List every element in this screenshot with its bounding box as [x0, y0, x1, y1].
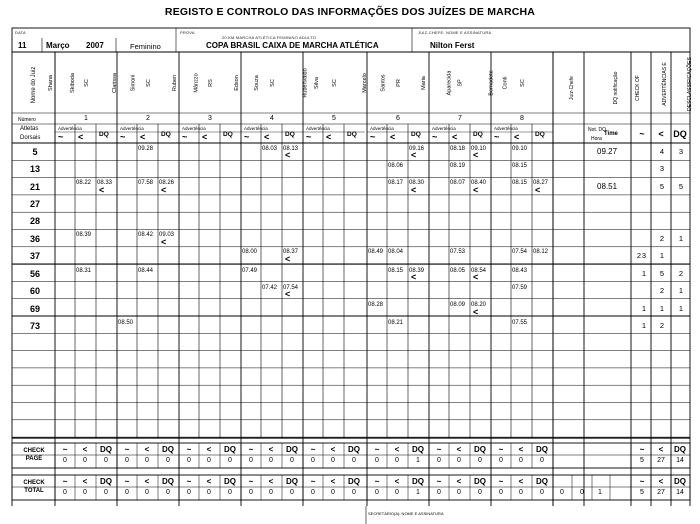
- warning-time: 08.50: [118, 319, 134, 326]
- check-total-bent-val: 0: [519, 489, 523, 496]
- check-total-bent-sym: <: [206, 477, 212, 486]
- warning-time: 08.15: [512, 162, 528, 169]
- check-total-tilde-val: 0: [63, 489, 67, 496]
- check-total-dq-val: 0: [104, 489, 108, 496]
- tilde-header: ~: [244, 132, 250, 142]
- warning-time: 08.43: [512, 267, 528, 274]
- tilde-count: 1: [641, 269, 647, 279]
- judge-last-name: Mânzzo: [193, 73, 200, 93]
- warning-time: 08.20: [471, 302, 487, 309]
- judge-last-name: Santos: [380, 74, 387, 92]
- check-total-dq-sym: DQ: [100, 477, 112, 486]
- check-total-dq-sym: DQ: [474, 477, 486, 486]
- dq-count: 5: [678, 181, 684, 191]
- check-page-right-dq-val: 14: [676, 457, 684, 464]
- check-page-dq-val: 0: [478, 457, 482, 464]
- warning-time: 08.49: [368, 249, 384, 256]
- athlete-dorsal: 21: [29, 181, 40, 192]
- check-total-tilde-sym: ~: [436, 477, 442, 486]
- warning-time: 08.06: [388, 162, 404, 169]
- check-total-dq-val: 0: [166, 489, 170, 496]
- check-total-tilde-val: 0: [125, 489, 129, 496]
- check-page-tilde-sym: ~: [186, 445, 192, 454]
- warning-time: 08.15: [512, 180, 528, 187]
- tilde-count: 3: [641, 250, 647, 260]
- check-page-bent-sym: <: [268, 445, 274, 454]
- athlete-dorsal: 56: [29, 269, 40, 280]
- check-page-bent-sym: <: [82, 445, 88, 454]
- check-total-tilde-sym: ~: [310, 477, 316, 486]
- check-page-dq-val: 0: [540, 457, 544, 464]
- check-total-tilde-val: 0: [249, 489, 253, 496]
- warning-label: Advertência: [306, 125, 330, 131]
- check-total-dq-val: 0: [478, 489, 482, 496]
- check-page-tilde-val: 0: [311, 457, 315, 464]
- warning-time: 08.19: [450, 162, 466, 169]
- check-page-bent-sym: <: [206, 445, 212, 454]
- athletes-label: Atletas: [20, 126, 39, 132]
- gender-value: Feminino: [130, 42, 161, 51]
- warning-time: 08.00: [242, 249, 258, 256]
- warning-time: 07.55: [512, 319, 528, 326]
- check-page-tilde-sym: ~: [436, 445, 442, 454]
- disqualifications-label: DESCLASSIFICAÇÕES: [687, 57, 693, 111]
- warning-time: 08.09: [450, 302, 466, 309]
- check-total-dq-val: 0: [290, 489, 294, 496]
- warning-time: 08.31: [76, 267, 92, 274]
- bent-count: 1: [659, 250, 665, 260]
- check-page-dq-sym: DQ: [348, 445, 360, 454]
- bent-count: 1: [659, 303, 665, 313]
- judge-first-name: Rubenvaldo: [302, 68, 309, 98]
- check-total-dq-sym: DQ: [348, 477, 360, 486]
- warning-time: 09.28: [138, 145, 154, 152]
- chief-judge-label: JUIZ-CHEFE: NOME E ASSINATURA: [418, 30, 492, 35]
- check-total-dq-val: 0: [228, 489, 232, 496]
- check-page-dq-val: 0: [104, 457, 108, 464]
- warning-time: 07.59: [512, 284, 528, 291]
- race-name: COPA BRASIL CAIXA DE MARCHA ATLÉTICA: [206, 41, 379, 50]
- check-total-bent-val: 0: [83, 489, 87, 496]
- check-total-tilde-sym: ~: [248, 477, 254, 486]
- warnings-label: ADVERTÊNCIAS E: [662, 62, 668, 106]
- judge-first-name: Ruben: [172, 74, 179, 92]
- bent-mark: <: [411, 150, 417, 160]
- warning-time: 08.42: [138, 232, 154, 238]
- judge-last-name: Silva: [313, 77, 320, 89]
- bent-mark: <: [473, 150, 479, 160]
- check-page-bent-val: 0: [519, 457, 523, 464]
- dq-notification-label: DQ notificação: [613, 71, 619, 105]
- tilde-header: ~: [58, 132, 64, 142]
- athlete-dorsal: 13: [29, 164, 40, 175]
- check-page-dq-val: 0: [166, 457, 170, 464]
- dq-notification-time: 09.27: [597, 147, 618, 156]
- bent-mark: <: [285, 289, 291, 300]
- dq-header: DQ: [535, 131, 545, 138]
- race-label: PROVA: [180, 30, 195, 35]
- warning-time: 08.54: [471, 267, 487, 274]
- check-page-right-bent-sym: <: [658, 445, 664, 454]
- check-page-bent-sym: <: [456, 445, 462, 454]
- dq-header: DQ: [473, 131, 483, 138]
- athlete-dorsal: 60: [29, 286, 40, 297]
- warning-time: 07.54: [283, 284, 299, 291]
- secretary-signature-label: SECRETÁRIO(A): NOME E ASSINATURA: [368, 511, 444, 516]
- check-total-bent-sym: <: [330, 477, 336, 486]
- check-total-tilde-val: 0: [499, 489, 503, 496]
- judge-country: SC: [83, 79, 90, 87]
- check-page-right-tilde-val: 5: [640, 457, 644, 464]
- check-page-bent-val: 0: [457, 457, 461, 464]
- check-total-tilde-sym: ~: [186, 477, 192, 486]
- bent-header-right: <: [658, 129, 664, 139]
- warning-time: 08.39: [409, 267, 425, 274]
- bent-count: 2: [659, 286, 665, 296]
- check-total-tilde-sym: ~: [62, 477, 68, 486]
- race-subtitle: 20 KM MARCHA ATLÉTICA FEMININO ADULTO: [222, 35, 317, 40]
- athlete-dorsal: 37: [29, 250, 40, 261]
- check-page-bent-val: 0: [331, 457, 335, 464]
- check-total-tilde-val: 0: [437, 489, 441, 496]
- check-total-tilde-val: 0: [311, 489, 315, 496]
- bent-mark: <: [285, 253, 291, 264]
- check-page-bent-val: 0: [395, 457, 399, 464]
- check-page-tilde-val: 0: [499, 457, 503, 464]
- check-total-right-tilde-val: 5: [640, 489, 644, 496]
- check-total-dq-val: 1: [416, 489, 420, 496]
- judge-last-name: Conti: [502, 76, 509, 90]
- bent-mark: <: [99, 184, 105, 195]
- tilde-header: ~: [120, 132, 126, 142]
- check-page-bent-val: 0: [207, 457, 211, 464]
- check-page-dq-val: 0: [290, 457, 294, 464]
- dq-count: 1: [678, 286, 684, 296]
- check-page-bent-sym: <: [330, 445, 336, 454]
- bent-header: <: [514, 132, 520, 142]
- check-total-tilde-val: 0: [187, 489, 191, 496]
- check-page-tilde-sym: ~: [62, 445, 68, 454]
- check-total-right-bent-sym: <: [658, 477, 664, 486]
- judge-name-label: Nome do Juiz: [31, 66, 37, 104]
- check-page-label: CHECK PAGE: [23, 448, 45, 462]
- warning-label: Advertência: [120, 125, 144, 131]
- check-page-dq-sym: DQ: [286, 445, 298, 454]
- check-of-label: CHECK OF: [635, 75, 641, 101]
- judge-last-name: Aparecida: [446, 70, 453, 96]
- dq-count: 2: [678, 269, 684, 279]
- judge-number: 3: [208, 115, 212, 122]
- bent-mark: <: [285, 150, 291, 160]
- judge-first-name: Shana: [47, 75, 54, 91]
- judge-country: PR: [395, 79, 402, 87]
- warning-time: 09.16: [409, 145, 425, 152]
- time-label: Time: [604, 131, 618, 137]
- check-total-dq-val: 0: [352, 489, 356, 496]
- warning-label: Advertência: [182, 125, 206, 131]
- warning-time: 08.44: [138, 267, 154, 274]
- hora-label: Hora: [591, 136, 602, 142]
- check-total-extra-val: 0: [560, 489, 564, 496]
- check-total-bent-sym: <: [144, 477, 150, 486]
- check-page-bent-sym: <: [144, 445, 150, 454]
- warning-time: 08.18: [450, 145, 466, 152]
- judge-number: 6: [396, 115, 400, 122]
- warning-time: 07.58: [138, 180, 154, 187]
- warning-time: 07.53: [450, 249, 466, 256]
- check-total-dq-sym: DQ: [224, 477, 236, 486]
- check-page-dq-sym: DQ: [100, 445, 112, 454]
- judge-last-name: Souza: [253, 75, 260, 91]
- warning-time: 08.28: [368, 302, 384, 309]
- check-total-dq-val: 0: [540, 489, 544, 496]
- dq-count: 1: [678, 303, 684, 313]
- bent-mark: <: [473, 306, 479, 317]
- check-total-dq-sym: DQ: [412, 477, 424, 486]
- check-page-dq-val: 0: [228, 457, 232, 464]
- warning-time: 07.49: [242, 267, 258, 274]
- warning-time: 07.54: [512, 249, 528, 256]
- dq-count: 1: [678, 233, 684, 243]
- check-page-tilde-sym: ~: [498, 445, 504, 454]
- judge-country: SC: [519, 79, 526, 87]
- tilde-header: ~: [370, 132, 376, 142]
- tilde-header-right: ~: [639, 129, 645, 139]
- check-total-tilde-sym: ~: [124, 477, 130, 486]
- judge-first-name: Bernadete: [488, 70, 495, 96]
- judge-last-name: Simoni: [130, 74, 137, 92]
- warning-time: 08.03: [262, 145, 278, 152]
- tilde-header: ~: [494, 132, 500, 142]
- bent-mark: <: [473, 272, 479, 283]
- athlete-dorsal: 69: [29, 303, 40, 314]
- athlete-dorsal: 27: [29, 198, 40, 209]
- check-page-tilde-sym: ~: [310, 445, 316, 454]
- warning-time: 08.30: [409, 180, 425, 187]
- check-page-dq-sym: DQ: [474, 445, 486, 454]
- warning-time: 08.27: [533, 180, 549, 187]
- tilde-count: 1: [641, 321, 647, 330]
- check-page-tilde-val: 0: [249, 457, 253, 464]
- warning-time: 08.21: [388, 319, 404, 326]
- bent-count: 5: [659, 269, 665, 279]
- check-page-tilde-val: 0: [63, 457, 67, 464]
- warning-time: 08.07: [450, 180, 466, 187]
- chief-judge-col-label: Juiz-Chefe: [569, 76, 575, 100]
- check-page-dq-sym: DQ: [412, 445, 424, 454]
- check-total-right-dq-sym: DQ: [674, 477, 686, 486]
- warning-label: Advertência: [58, 125, 82, 131]
- dq-notification-time: 08.51: [597, 181, 618, 191]
- judge-country: SC: [145, 79, 152, 87]
- check-total-extra-val: 0: [580, 489, 584, 496]
- dq-header-right: DQ: [673, 129, 687, 139]
- check-total-bent-val: 0: [207, 489, 211, 496]
- bent-count: 4: [659, 147, 665, 156]
- check-page-right-tilde-sym: ~: [639, 445, 645, 454]
- judge-number: 1: [84, 115, 88, 122]
- tilde-header: ~: [432, 132, 438, 142]
- judge-first-name: Edson: [233, 75, 240, 91]
- check-page-tilde-sym: ~: [374, 445, 380, 454]
- check-total-right-bent-val: 27: [657, 489, 665, 496]
- check-page-bent-val: 0: [145, 457, 149, 464]
- check-page-tilde-val: 0: [437, 457, 441, 464]
- judge-country: SC: [269, 79, 276, 87]
- athlete-dorsal: 73: [29, 321, 40, 331]
- warning-time: 08.37: [283, 249, 299, 256]
- check-page-tilde-val: 0: [187, 457, 191, 464]
- check-total-bent-val: 0: [457, 489, 461, 496]
- bent-mark: <: [161, 236, 167, 247]
- judge-first-name: Maria: [420, 76, 427, 90]
- judge-country: SC: [331, 79, 338, 87]
- check-page-bent-sym: <: [518, 445, 524, 454]
- date-year: 2007: [86, 41, 104, 50]
- check-page-dq-val: 0: [352, 457, 356, 464]
- dq-header: DQ: [411, 131, 421, 138]
- judge-number: 5: [332, 115, 336, 122]
- athlete-dorsal: 36: [29, 233, 40, 244]
- check-page-tilde-sym: ~: [248, 445, 254, 454]
- bent-mark: <: [473, 184, 479, 195]
- check-page-right-dq-sym: DQ: [674, 445, 686, 454]
- dorsals-label: Dorsais: [20, 135, 41, 141]
- tilde-header: ~: [182, 132, 188, 142]
- bent-header: <: [326, 132, 332, 142]
- warning-time: 09.10: [512, 145, 528, 152]
- check-total-right-tilde-sym: ~: [639, 477, 645, 486]
- bent-header: <: [390, 132, 396, 142]
- judge-first-name: Clarissa: [111, 73, 118, 93]
- check-total-bent-sym: <: [268, 477, 274, 486]
- warning-label: Advertência: [244, 125, 268, 131]
- check-total-tilde-sym: ~: [374, 477, 380, 486]
- check-total-right-dq-val: 14: [676, 489, 684, 496]
- bent-header: <: [202, 132, 208, 142]
- dq-header: DQ: [285, 131, 295, 138]
- check-total-extra-val: 1: [598, 489, 602, 496]
- check-page-bent-val: 0: [269, 457, 273, 464]
- judge-first-name: Marcelo: [361, 73, 368, 93]
- check-page-dq-val: 1: [416, 457, 420, 464]
- date-day: 11: [18, 41, 27, 50]
- dq-header: DQ: [347, 131, 357, 138]
- form-title: REGISTO E CONTROLO DAS INFORMAÇÕES DOS JUÍZES DE MARCHA: [164, 6, 536, 18]
- warning-label: Advertência: [370, 125, 394, 131]
- number-label: Número: [18, 117, 36, 123]
- judge-country: SP: [457, 79, 464, 87]
- dq-header: DQ: [223, 131, 233, 138]
- warning-time: 08.04: [388, 249, 404, 256]
- warning-time: 08.15: [388, 267, 404, 274]
- check-page-bent-sym: <: [394, 445, 400, 454]
- judge-number: 8: [520, 115, 524, 122]
- warning-label: Advertência: [494, 125, 518, 131]
- check-page-tilde-val: 0: [125, 457, 129, 464]
- check-page-tilde-val: 0: [375, 457, 379, 464]
- check-total-bent-sym: <: [82, 477, 88, 486]
- bent-count: 5: [659, 181, 665, 191]
- check-total-bent-sym: <: [394, 477, 400, 486]
- tilde-count: 1: [641, 303, 647, 313]
- warning-time: 07.42: [262, 284, 278, 291]
- judge-last-name: Skiboda: [69, 73, 76, 93]
- warning-time: 08.12: [533, 249, 549, 256]
- judge-country: RS: [207, 79, 214, 87]
- bent-header: <: [140, 132, 146, 142]
- check-page-dq-sym: DQ: [224, 445, 236, 454]
- date-month: Março: [46, 41, 70, 50]
- warning-time: 09.03: [159, 232, 175, 238]
- check-total-tilde-val: 0: [375, 489, 379, 496]
- judge-number: 7: [458, 115, 462, 122]
- bent-mark: <: [411, 184, 417, 195]
- chief-judge-name: Nilton Ferst: [430, 41, 475, 50]
- check-total-label: CHECK TOTAL: [23, 480, 45, 494]
- dq-count: 3: [678, 147, 684, 156]
- check-total-dq-sym: DQ: [162, 477, 174, 486]
- bent-header: <: [264, 132, 270, 142]
- warning-time: 08.40: [471, 180, 487, 187]
- warning-time: 08.33: [97, 180, 113, 187]
- judge-number: 4: [270, 115, 274, 122]
- bent-count: 3: [659, 164, 665, 174]
- warning-time: 08.22: [76, 180, 92, 187]
- check-page-right-bent-val: 27: [657, 457, 665, 464]
- check-total-bent-val: 0: [331, 489, 335, 496]
- bent-header: <: [78, 132, 84, 142]
- dq-header: DQ: [99, 131, 109, 138]
- warning-label: Advertência: [432, 125, 456, 131]
- check-count: 2: [636, 250, 642, 260]
- check-total-bent-val: 0: [145, 489, 149, 496]
- bent-count: 2: [659, 233, 665, 243]
- bent-mark: <: [535, 184, 541, 195]
- check-total-tilde-sym: ~: [498, 477, 504, 486]
- warning-time: 09.10: [471, 145, 487, 152]
- warning-time: 08.13: [283, 145, 299, 152]
- warning-time: 08.17: [388, 180, 404, 187]
- check-total-bent-sym: <: [518, 477, 524, 486]
- check-page-bent-val: 0: [83, 457, 87, 464]
- warning-time: 08.39: [76, 232, 92, 238]
- check-page-dq-sym: DQ: [162, 445, 174, 454]
- check-page-tilde-sym: ~: [124, 445, 130, 454]
- tilde-header: ~: [306, 132, 312, 142]
- check-page-dq-sym: DQ: [536, 445, 548, 454]
- dq-header: DQ: [161, 131, 171, 138]
- athlete-dorsal: 28: [29, 216, 40, 227]
- warning-time: 08.05: [450, 267, 466, 274]
- bent-header: <: [452, 132, 458, 142]
- check-total-dq-sym: DQ: [286, 477, 298, 486]
- check-total-bent-val: 0: [395, 489, 399, 496]
- judge-number: 2: [146, 115, 150, 122]
- check-total-bent-val: 0: [269, 489, 273, 496]
- check-total-bent-sym: <: [456, 477, 462, 486]
- bent-mark: <: [161, 184, 167, 195]
- not-dq-label: Not. DQ: [588, 127, 607, 133]
- bent-count: 2: [659, 321, 665, 330]
- bent-mark: <: [411, 272, 417, 283]
- date-label: DATA: [15, 30, 26, 35]
- check-total-dq-sym: DQ: [536, 477, 548, 486]
- warning-time: 08.26: [159, 180, 175, 187]
- athlete-dorsal: 5: [32, 147, 38, 157]
